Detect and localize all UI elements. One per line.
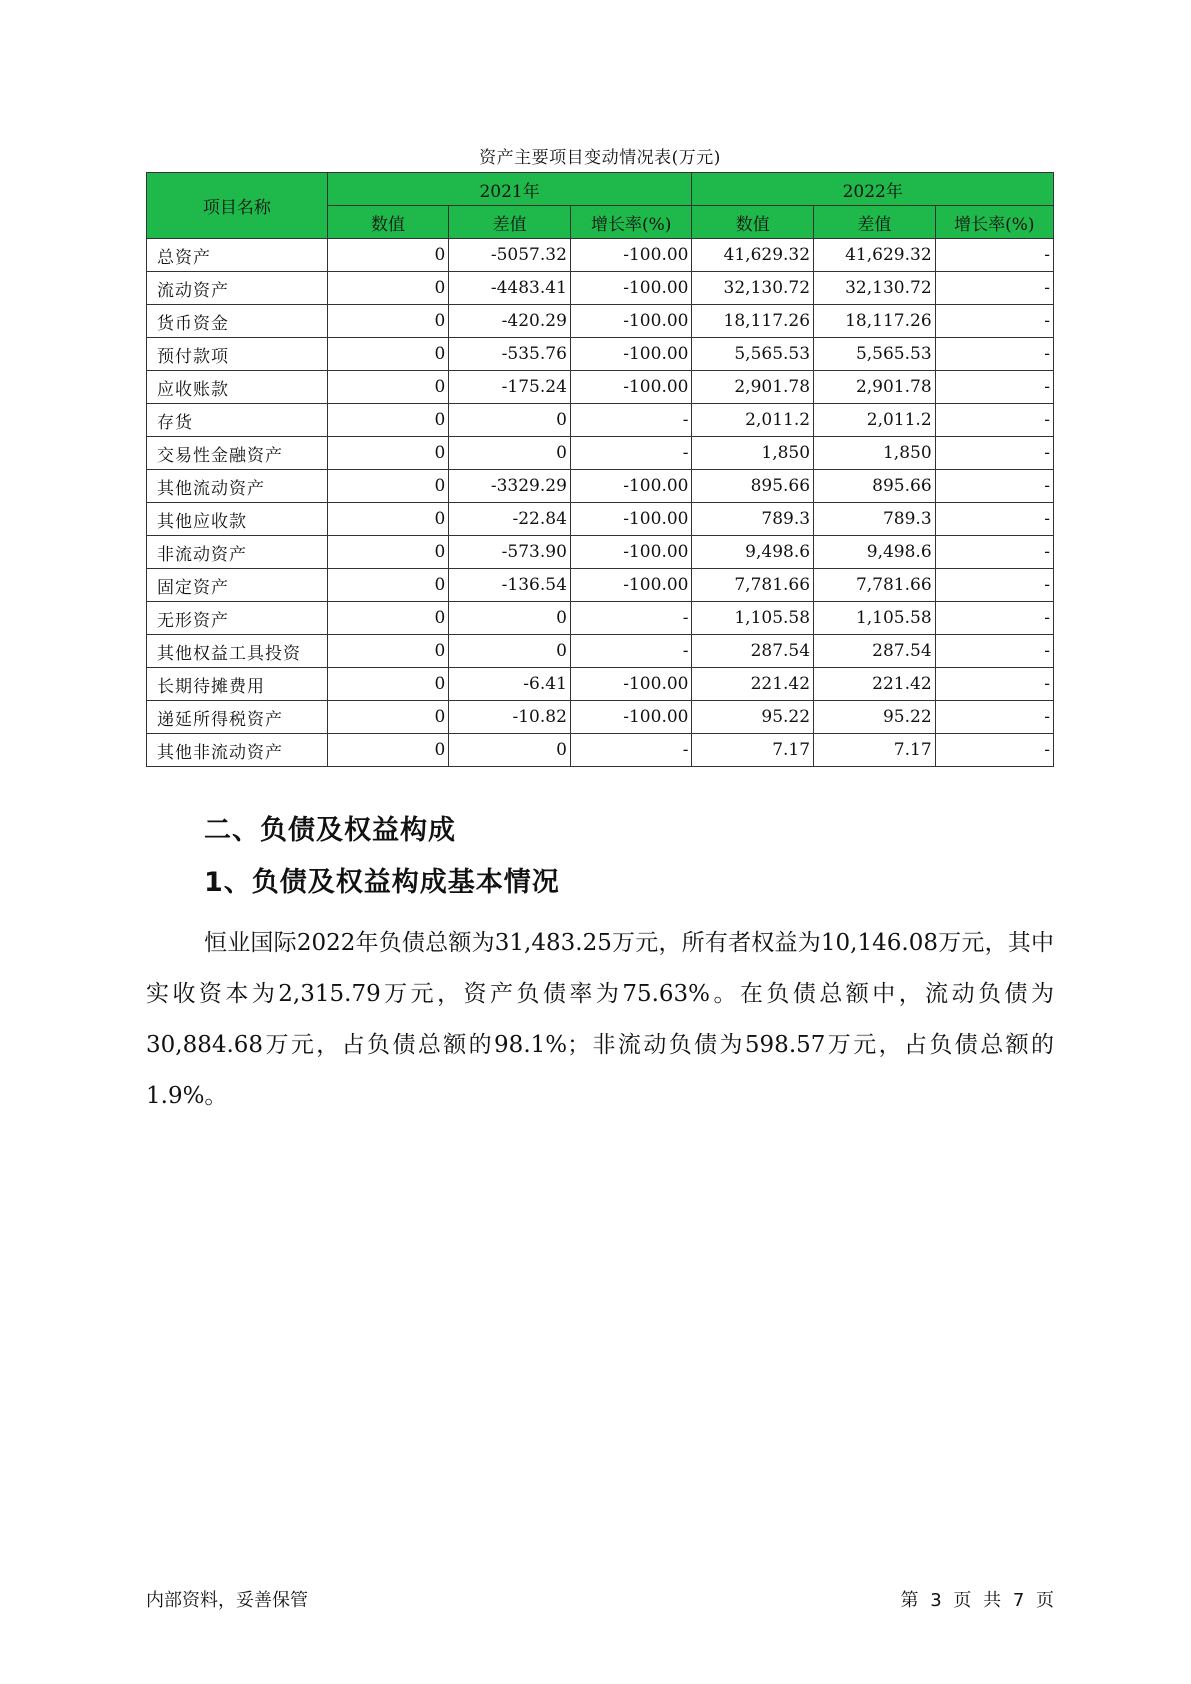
- table-row: [147, 503, 1054, 536]
- cell-item-name: 存货: [147, 404, 328, 437]
- cell-rate-2022: -: [935, 305, 1053, 338]
- cell-diff-2021: 0: [449, 437, 571, 470]
- cell-diff-2022: 18,117.26: [814, 305, 936, 338]
- cell-item-name: 总资产: [147, 239, 328, 272]
- table-row: [147, 668, 1054, 701]
- section-subheading: 1、负债及权益构成基本情况: [204, 867, 560, 898]
- cell-diff-2021: -175.24: [449, 371, 571, 404]
- cell-value-2022: 1,850: [692, 437, 814, 470]
- cell-rate-2022: -: [935, 239, 1053, 272]
- cell-value-2022: 18,117.26: [692, 305, 814, 338]
- cell-rate-2022: -: [935, 503, 1053, 536]
- cell-value-2022: 95.22: [692, 701, 814, 734]
- header-diff-2022: 差值: [814, 206, 936, 239]
- cell-rate-2021: -100.00: [570, 272, 692, 305]
- cell-value-2022: 789.3: [692, 503, 814, 536]
- cell-item-name: 流动资产: [147, 272, 328, 305]
- cell-value-2022: 7.17: [692, 734, 814, 767]
- cell-value-2022: 9,498.6: [692, 536, 814, 569]
- cell-rate-2021: -: [570, 404, 692, 437]
- table-row: [147, 536, 1054, 569]
- header-item-name: 项目名称: [147, 173, 328, 239]
- cell-diff-2021: -22.84: [449, 503, 571, 536]
- cell-value-2021: 0: [327, 272, 449, 305]
- cell-rate-2022: -: [935, 602, 1053, 635]
- cell-item-name: 其他权益工具投资: [147, 635, 328, 668]
- cell-value-2021: 0: [327, 503, 449, 536]
- cell-value-2021: 0: [327, 305, 449, 338]
- cell-value-2021: 0: [327, 569, 449, 602]
- table-row: [147, 569, 1054, 602]
- body-paragraph: 恒业国际2022年负债总额为31,483.25万元，所有者权益为10,146.08万元，其中实收资本为2,315.79万元，资产负债率为75.63%。在负债总额中，流动负债为30,884.68万元，占负债总额的98.1%；非流动负债为598.57万元，占负债总额的1.9%。: [146, 930, 1054, 1109]
- cell-rate-2021: -100.00: [570, 470, 692, 503]
- cell-value-2022: 5,565.53: [692, 338, 814, 371]
- cell-item-name: 其他流动资产: [147, 470, 328, 503]
- cell-rate-2022: -: [935, 437, 1053, 470]
- cell-diff-2021: 0: [449, 734, 571, 767]
- cell-diff-2021: -5057.32: [449, 239, 571, 272]
- section-heading: 二、负债及权益构成: [204, 815, 456, 846]
- cell-value-2022: 7,781.66: [692, 569, 814, 602]
- cell-value-2022: 221.42: [692, 668, 814, 701]
- cell-value-2022: 32,130.72: [692, 272, 814, 305]
- cell-diff-2021: 0: [449, 635, 571, 668]
- footer-page-number: 第 3 页 共 7 页: [900, 1590, 1054, 1611]
- cell-rate-2022: -: [935, 701, 1053, 734]
- cell-diff-2021: -420.29: [449, 305, 571, 338]
- cell-value-2021: 0: [327, 668, 449, 701]
- cell-diff-2021: -573.90: [449, 536, 571, 569]
- table-row: [147, 272, 1054, 305]
- table-row: [147, 734, 1054, 767]
- cell-value-2021: 0: [327, 635, 449, 668]
- header-rate-2021: 增长率(%): [570, 206, 692, 239]
- cell-diff-2021: 0: [449, 602, 571, 635]
- table-row: [147, 371, 1054, 404]
- table-row: [147, 602, 1054, 635]
- cell-diff-2022: 221.42: [814, 668, 936, 701]
- cell-item-name: 预付款项: [147, 338, 328, 371]
- cell-rate-2021: -100.00: [570, 701, 692, 734]
- cell-diff-2022: 789.3: [814, 503, 936, 536]
- table-row: [147, 338, 1054, 371]
- cell-value-2021: 0: [327, 371, 449, 404]
- cell-value-2022: 41,629.32: [692, 239, 814, 272]
- cell-item-name: 固定资产: [147, 569, 328, 602]
- cell-diff-2021: -10.82: [449, 701, 571, 734]
- footer-confidential-note: 内部资料，妥善保管: [146, 1590, 308, 1611]
- cell-diff-2021: -4483.41: [449, 272, 571, 305]
- header-year-2021: 2021年: [327, 173, 692, 206]
- header-value-2021: 数值: [327, 206, 449, 239]
- cell-value-2021: 0: [327, 470, 449, 503]
- cell-diff-2022: 9,498.6: [814, 536, 936, 569]
- cell-value-2021: 0: [327, 734, 449, 767]
- cell-rate-2022: -: [935, 734, 1053, 767]
- cell-item-name: 长期待摊费用: [147, 668, 328, 701]
- cell-diff-2021: -136.54: [449, 569, 571, 602]
- asset-changes-table: [146, 172, 1054, 767]
- cell-value-2021: 0: [327, 404, 449, 437]
- cell-rate-2022: -: [935, 404, 1053, 437]
- cell-diff-2022: 95.22: [814, 701, 936, 734]
- cell-diff-2021: -6.41: [449, 668, 571, 701]
- table-row: [147, 701, 1054, 734]
- cell-rate-2021: -: [570, 437, 692, 470]
- cell-value-2021: 0: [327, 239, 449, 272]
- cell-value-2021: 0: [327, 701, 449, 734]
- cell-diff-2022: 2,901.78: [814, 371, 936, 404]
- cell-rate-2021: -: [570, 734, 692, 767]
- header-year-2022: 2022年: [692, 173, 1054, 206]
- cell-value-2021: 0: [327, 536, 449, 569]
- cell-value-2022: 2,011.2: [692, 404, 814, 437]
- cell-diff-2022: 287.54: [814, 635, 936, 668]
- table-row: [147, 470, 1054, 503]
- cell-diff-2022: 7.17: [814, 734, 936, 767]
- cell-rate-2022: -: [935, 338, 1053, 371]
- cell-item-name: 无形资产: [147, 602, 328, 635]
- cell-rate-2021: -100.00: [570, 239, 692, 272]
- table-row: [147, 437, 1054, 470]
- cell-rate-2021: -100.00: [570, 668, 692, 701]
- cell-item-name: 交易性金融资产: [147, 437, 328, 470]
- cell-rate-2021: -: [570, 602, 692, 635]
- header-rate-2022: 增长率(%): [935, 206, 1053, 239]
- cell-value-2022: 895.66: [692, 470, 814, 503]
- cell-rate-2021: -100.00: [570, 536, 692, 569]
- cell-rate-2022: -: [935, 668, 1053, 701]
- cell-rate-2021: -100.00: [570, 569, 692, 602]
- cell-value-2022: 2,901.78: [692, 371, 814, 404]
- cell-diff-2022: 41,629.32: [814, 239, 936, 272]
- table-body: [147, 239, 1054, 767]
- cell-diff-2022: 32,130.72: [814, 272, 936, 305]
- table-row: [147, 305, 1054, 338]
- cell-diff-2021: 0: [449, 404, 571, 437]
- table-row: [147, 635, 1054, 668]
- cell-item-name: 递延所得税资产: [147, 701, 328, 734]
- cell-diff-2022: 895.66: [814, 470, 936, 503]
- cell-rate-2021: -100.00: [570, 338, 692, 371]
- cell-diff-2021: -3329.29: [449, 470, 571, 503]
- header-value-2022: 数值: [692, 206, 814, 239]
- cell-diff-2022: 2,011.2: [814, 404, 936, 437]
- cell-diff-2022: 1,105.58: [814, 602, 936, 635]
- cell-rate-2021: -100.00: [570, 305, 692, 338]
- cell-diff-2022: 5,565.53: [814, 338, 936, 371]
- cell-rate-2022: -: [935, 635, 1053, 668]
- cell-value-2022: 1,105.58: [692, 602, 814, 635]
- cell-item-name: 货币资金: [147, 305, 328, 338]
- table-row: [147, 404, 1054, 437]
- cell-item-name: 非流动资产: [147, 536, 328, 569]
- cell-value-2021: 0: [327, 437, 449, 470]
- cell-item-name: 其他应收款: [147, 503, 328, 536]
- cell-value-2021: 0: [327, 338, 449, 371]
- cell-rate-2021: -: [570, 635, 692, 668]
- cell-rate-2022: -: [935, 272, 1053, 305]
- cell-rate-2022: -: [935, 371, 1053, 404]
- cell-rate-2021: -100.00: [570, 371, 692, 404]
- cell-diff-2022: 1,850: [814, 437, 936, 470]
- cell-rate-2021: -100.00: [570, 503, 692, 536]
- cell-rate-2022: -: [935, 569, 1053, 602]
- cell-item-name: 其他非流动资产: [147, 734, 328, 767]
- cell-rate-2022: -: [935, 536, 1053, 569]
- cell-rate-2022: -: [935, 470, 1053, 503]
- cell-value-2022: 287.54: [692, 635, 814, 668]
- table-caption: 资产主要项目变动情况表(万元): [479, 148, 721, 168]
- header-diff-2021: 差值: [449, 206, 571, 239]
- cell-diff-2021: -535.76: [449, 338, 571, 371]
- cell-value-2021: 0: [327, 602, 449, 635]
- table-row: [147, 239, 1054, 272]
- cell-item-name: 应收账款: [147, 371, 328, 404]
- cell-diff-2022: 7,781.66: [814, 569, 936, 602]
